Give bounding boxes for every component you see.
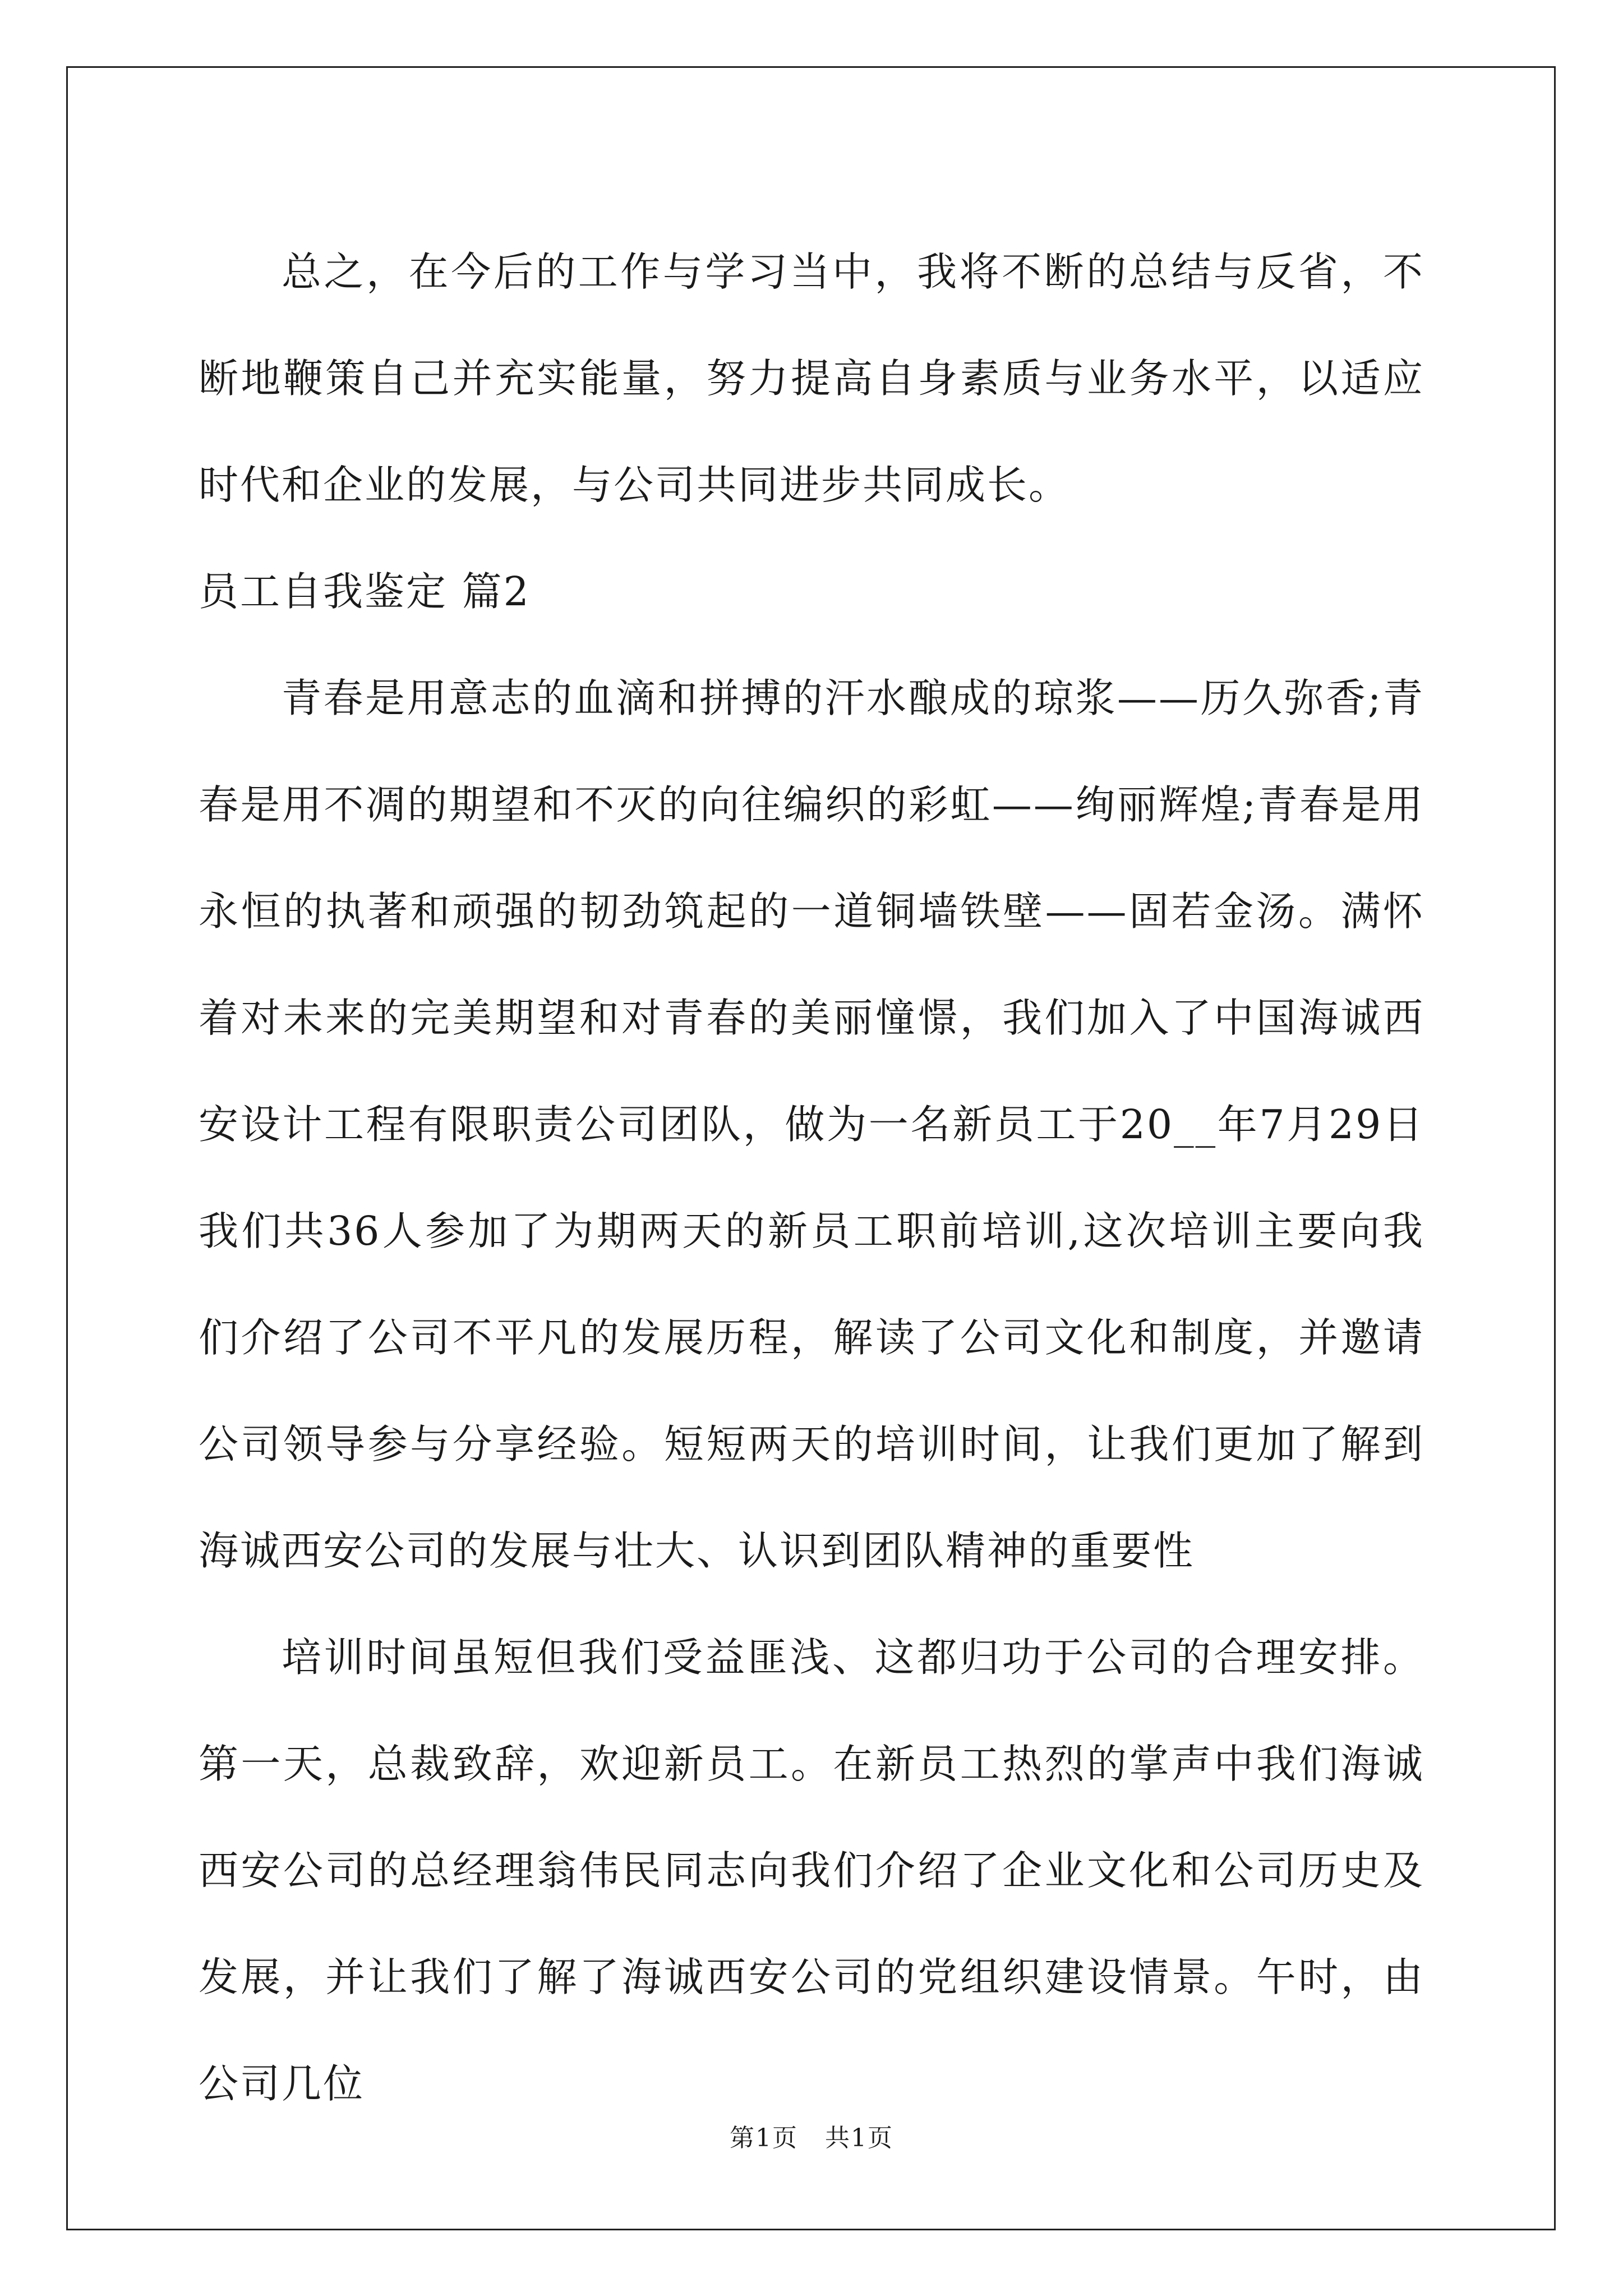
page-total: 共1页 [825,2124,893,2152]
page-footer [0,2122,1623,2155]
paragraph-training: 培训时间虽短但我们受益匪浅、这都归功于公司的合理安排。第一天，总裁致辞，欢迎新员工。在新员工热烈的掌声中我们海诚西安公司的总经理翁伟民同志向我们介绍了企业文化和公司历史及发展，并让我们了解了海诚西安公司的党组织建设情景。午时，由公司几位 [199,1634,1424,2107]
paragraph-youth: 青春是用意志的血滴和拼搏的汗水酿成的琼浆——历久弥香;青春是用不凋的期望和不灭的向往编织的彩虹——绚丽辉煌;青春是用永恒的执著和顽强的韧劲筑起的一道铜墙铁壁——固若金汤。满怀着对未来的完美期望和对青春的美丽憧憬，我们加入了中国海诚西安设计工程有限职责公司团队，做为一名新员工于20__年7月29日我们共36人参加了为期两天的新员工职前培训,这次培训主要向我们介绍了公司不平凡的发展历程，解读了公司文化和制度，并邀请公司领导参与分享经验。短短两天的培训时间，让我们更加了解到海诚西安公司的发展与壮大、认识到团队精神的重要性 [199,675,1424,1574]
page-number: 第1页 [730,2124,798,2152]
paragraph-conclusion: 总之，在今后的工作与学习当中，我将不断的总结与反省，不断地鞭策自己并充实能量，努力提高自身素质与业务水平，以适应时代和企业的发展，与公司共同进步共同成长。 [199,249,1424,508]
section-heading: 员工自我鉴定 篇2 [199,568,531,615]
document-body [199,219,1424,2137]
